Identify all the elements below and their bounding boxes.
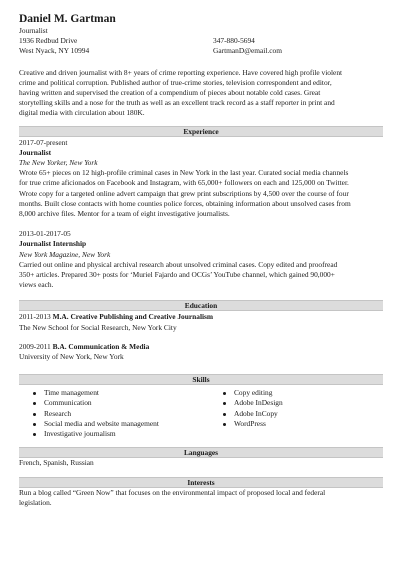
experience-date: 2013-01-2017-05 bbox=[19, 229, 71, 239]
experience-title: Journalist Internship bbox=[19, 239, 87, 249]
education-item bbox=[19, 342, 383, 362]
address-line-1: 1936 Redbud Drive bbox=[19, 36, 78, 46]
skill-item: Time management bbox=[33, 388, 223, 398]
interests-line: Run a blog called “Green Now” that focuses on the environmental impact of proposed local and federal bbox=[19, 487, 326, 497]
skill-item: WordPress bbox=[223, 419, 283, 429]
experience-line: Wrote copy for a targeted online advert campaign that grew print subscriptions by 4,500 over the course of four bbox=[19, 188, 349, 198]
contact-left bbox=[19, 26, 209, 57]
skills-list bbox=[19, 388, 383, 439]
skill-item: Social media and website management bbox=[33, 419, 223, 429]
phone-number: 347-880-5694 bbox=[213, 36, 255, 46]
education-title-line bbox=[19, 342, 383, 352]
summary-line: digital media with circulation about 180K. bbox=[19, 108, 145, 118]
skills-column-right bbox=[223, 388, 283, 439]
education-title-line bbox=[19, 312, 383, 322]
experience-line: views each. bbox=[19, 280, 54, 290]
skills-column-left bbox=[33, 388, 223, 439]
experience-title: Journalist bbox=[19, 147, 52, 157]
skill-item: Adobe InCopy bbox=[223, 409, 283, 419]
education-item bbox=[19, 312, 383, 332]
experience-heading: Experience bbox=[19, 126, 383, 137]
contact-right bbox=[213, 26, 383, 57]
experience-item bbox=[19, 138, 383, 220]
education-school: The New School for Social Research, New York City bbox=[19, 322, 177, 332]
candidate-name: Daniel M. Gartman bbox=[19, 13, 116, 25]
education-degree: B.A. Communication & Media bbox=[52, 341, 150, 351]
job-role: Journalist bbox=[19, 26, 48, 35]
experience-company: The New Yorker, New York bbox=[19, 158, 98, 168]
experience-line: for true crime aficionados on Facebook and Instagram, with 65,000+ followers on each and 125,000 on Twitter. bbox=[19, 178, 349, 188]
skill-item: Investigative journalism bbox=[33, 429, 223, 439]
address-line-2: West Nyack, NY 10994 bbox=[19, 46, 90, 56]
education-years: 2009-2011 bbox=[19, 341, 51, 351]
summary-line: crime and political corruption. Published author of true-crime stories, television correspondent and editor, bbox=[19, 77, 332, 87]
experience-item bbox=[19, 229, 383, 290]
experience-company: New York Magazine, New York bbox=[19, 249, 111, 259]
skill-item: Research bbox=[33, 409, 223, 419]
skill-item: Adobe InDesign bbox=[223, 398, 283, 408]
education-school: University of New York, New York bbox=[19, 352, 124, 362]
experience-line: Carried out online and physical archival research about unsolved criminal cases. Copy edited and proofread bbox=[19, 259, 338, 269]
experience-line: Wrote 65+ pieces on 12 high-profile criminal cases in New York in the last year. Curated social media channels bbox=[19, 168, 349, 178]
summary-line: having written and supervised the creation of a compendium of pieces about notable cold cases. Great bbox=[19, 88, 321, 98]
skills-heading: Skills bbox=[19, 374, 383, 385]
resume-page bbox=[19, 12, 383, 508]
languages-heading: Languages bbox=[19, 447, 383, 458]
interests-heading: Interests bbox=[19, 477, 383, 488]
education-heading: Education bbox=[19, 300, 383, 311]
summary-line: Creative and driven journalist with 8+ years of crime reporting experience. Have covered high profile violent bbox=[19, 67, 343, 77]
skill-item: Communication bbox=[33, 398, 223, 408]
experience-line: 8,000 archive files. Mentor for a team of eight investigative journalists. bbox=[19, 209, 230, 219]
interests-paragraph bbox=[19, 488, 383, 508]
interests-line: legislation. bbox=[19, 497, 52, 507]
contact-block bbox=[19, 26, 383, 57]
education-degree: M.A. Creative Publishing and Creative Journalism bbox=[52, 312, 214, 322]
experience-line: months. Built close contacts with home counties police forces, obtaining information about unsolved cases from bbox=[19, 198, 351, 208]
languages-text: French, Spanish, Russian bbox=[19, 458, 94, 468]
skill-item: Copy editing bbox=[223, 388, 283, 398]
education-years: 2011-2013 bbox=[19, 312, 51, 322]
summary-paragraph bbox=[19, 68, 383, 119]
summary-line: storytelling skills and a nose for the truth as well as an excellent track record as a staff reporter in print and bbox=[19, 98, 335, 108]
resume-header bbox=[19, 12, 383, 57]
email-address[interactable]: GartmanD@email.com bbox=[213, 46, 282, 56]
experience-line: 350+ articles. Prepared 30+ posts for ‘Muriel Fajardo and OCGs’ YouTube channel, which gained 90,000+ bbox=[19, 270, 335, 280]
experience-date: 2017-07-present bbox=[19, 137, 68, 147]
